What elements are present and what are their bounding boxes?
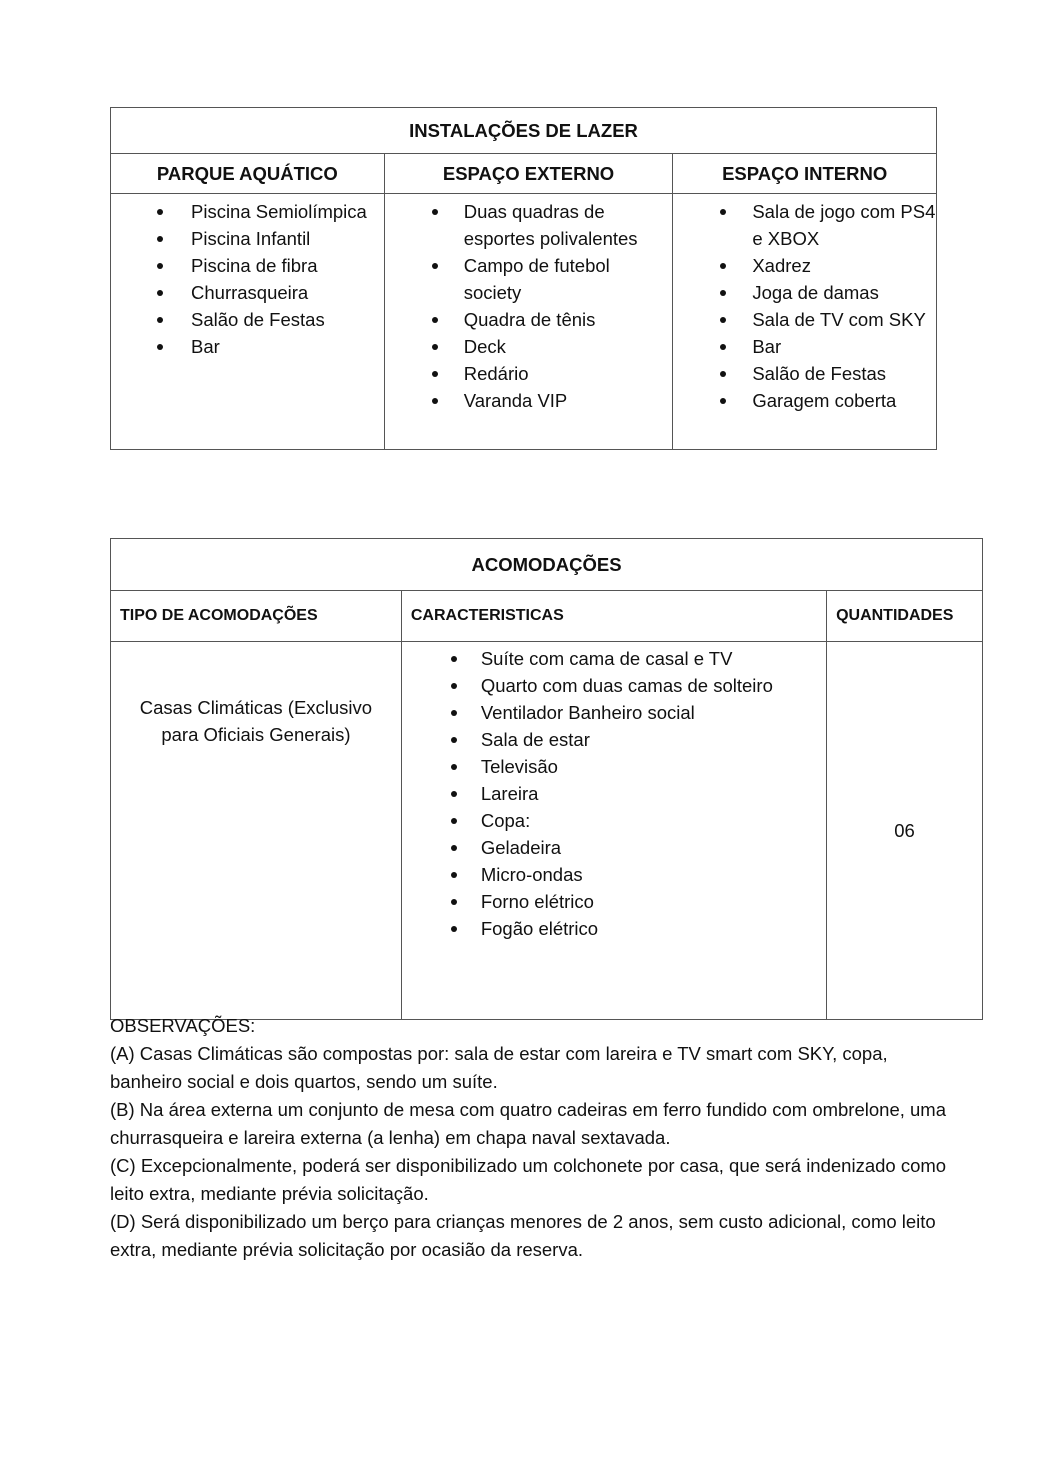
list-item: Duas quadras de esportes polivalentes bbox=[385, 198, 673, 252]
list-item: Geladeira bbox=[402, 834, 826, 861]
list-item: Varanda VIP bbox=[385, 387, 673, 414]
observacoes-section bbox=[110, 1012, 950, 1264]
list-item: Sala de estar bbox=[402, 726, 826, 753]
list-item: Xadrez bbox=[673, 252, 936, 279]
column-header-quantidades: QUANTIDADES bbox=[827, 591, 983, 642]
acomodacoes-title: ACOMODAÇÕES bbox=[111, 539, 983, 591]
list-item: Redário bbox=[385, 360, 673, 387]
column-header-caracteristicas: CARACTERISTICAS bbox=[401, 591, 826, 642]
list-item: Ventilador Banheiro social bbox=[402, 699, 826, 726]
list-item: Campo de futebol society bbox=[385, 252, 673, 306]
list-item: Garagem coberta bbox=[673, 387, 936, 414]
list-item: Suíte com cama de casal e TV bbox=[402, 645, 826, 672]
column-header-espaco-externo: ESPAÇO EXTERNO bbox=[384, 154, 673, 194]
acomodacoes-table bbox=[110, 538, 983, 1020]
list-item: Joga de damas bbox=[673, 279, 936, 306]
list-item: Piscina Infantil bbox=[111, 225, 384, 252]
list-item: Salão de Festas bbox=[673, 360, 936, 387]
observacao-b: (B) Na área externa um conjunto de mesa com quatro cadeiras em ferro fundido com ombrelone, uma churrasqueira e lareira externa (a lenha) em chapa naval sextavada. bbox=[110, 1099, 946, 1148]
list-item: Fogão elétrico bbox=[402, 915, 826, 942]
espaco-externo-list bbox=[385, 194, 673, 414]
list-item: Sala de jogo com PS4 e XBOX bbox=[673, 198, 936, 252]
list-item: Bar bbox=[673, 333, 936, 360]
parque-aquatico-list bbox=[111, 194, 384, 360]
list-item: Sala de TV com SKY bbox=[673, 306, 936, 333]
lazer-title: INSTALAÇÕES DE LAZER bbox=[111, 108, 937, 154]
list-item: Quarto com duas camas de solteiro bbox=[402, 672, 826, 699]
list-item: Televisão bbox=[402, 753, 826, 780]
column-header-tipo: TIPO DE ACOMODAÇÕES bbox=[111, 591, 402, 642]
tipo-cell bbox=[111, 642, 402, 1020]
espaco-interno-cell bbox=[673, 194, 937, 450]
list-item: Piscina Semiolímpica bbox=[111, 198, 384, 225]
tipo-text: Casas Climáticas (Exclusivo para Oficiais Generais) bbox=[139, 697, 373, 745]
parque-aquatico-cell bbox=[111, 194, 385, 450]
list-item: Deck bbox=[385, 333, 673, 360]
list-item: Salão de Festas bbox=[111, 306, 384, 333]
observacao-a: (A) Casas Climáticas são compostas por: sala de estar com lareira e TV smart com SKY, copa, banheiro social e dois quartos, sendo um suíte. bbox=[110, 1043, 888, 1092]
lazer-table bbox=[110, 107, 937, 450]
list-item: Bar bbox=[111, 333, 384, 360]
list-item: Churrasqueira bbox=[111, 279, 384, 306]
espaco-externo-cell bbox=[384, 194, 673, 450]
list-item: Micro-ondas bbox=[402, 861, 826, 888]
quantidade-cell: 06 bbox=[827, 642, 983, 1020]
list-item: Forno elétrico bbox=[402, 888, 826, 915]
observacoes-heading: OBSERVAÇÕES: bbox=[110, 1015, 256, 1036]
list-item: Lareira bbox=[402, 780, 826, 807]
caracteristicas-list bbox=[402, 642, 826, 942]
list-item: Copa: bbox=[402, 807, 826, 834]
column-header-espaco-interno: ESPAÇO INTERNO bbox=[673, 154, 937, 194]
list-item: Piscina de fibra bbox=[111, 252, 384, 279]
list-item: Quadra de tênis bbox=[385, 306, 673, 333]
caracteristicas-cell bbox=[401, 642, 826, 1020]
observacao-d: (D) Será disponibilizado um berço para crianças menores de 2 anos, sem custo adicional, como leito extra, mediante prévia solicitação por ocasião da reserva. bbox=[110, 1211, 936, 1260]
observacao-c: (C) Excepcionalmente, poderá ser disponibilizado um colchonete por casa, que será indenizado como leito extra, mediante prévia solicitação. bbox=[110, 1155, 947, 1204]
column-header-parque-aquatico: PARQUE AQUÁTICO bbox=[111, 154, 385, 194]
espaco-interno-list bbox=[673, 194, 936, 414]
